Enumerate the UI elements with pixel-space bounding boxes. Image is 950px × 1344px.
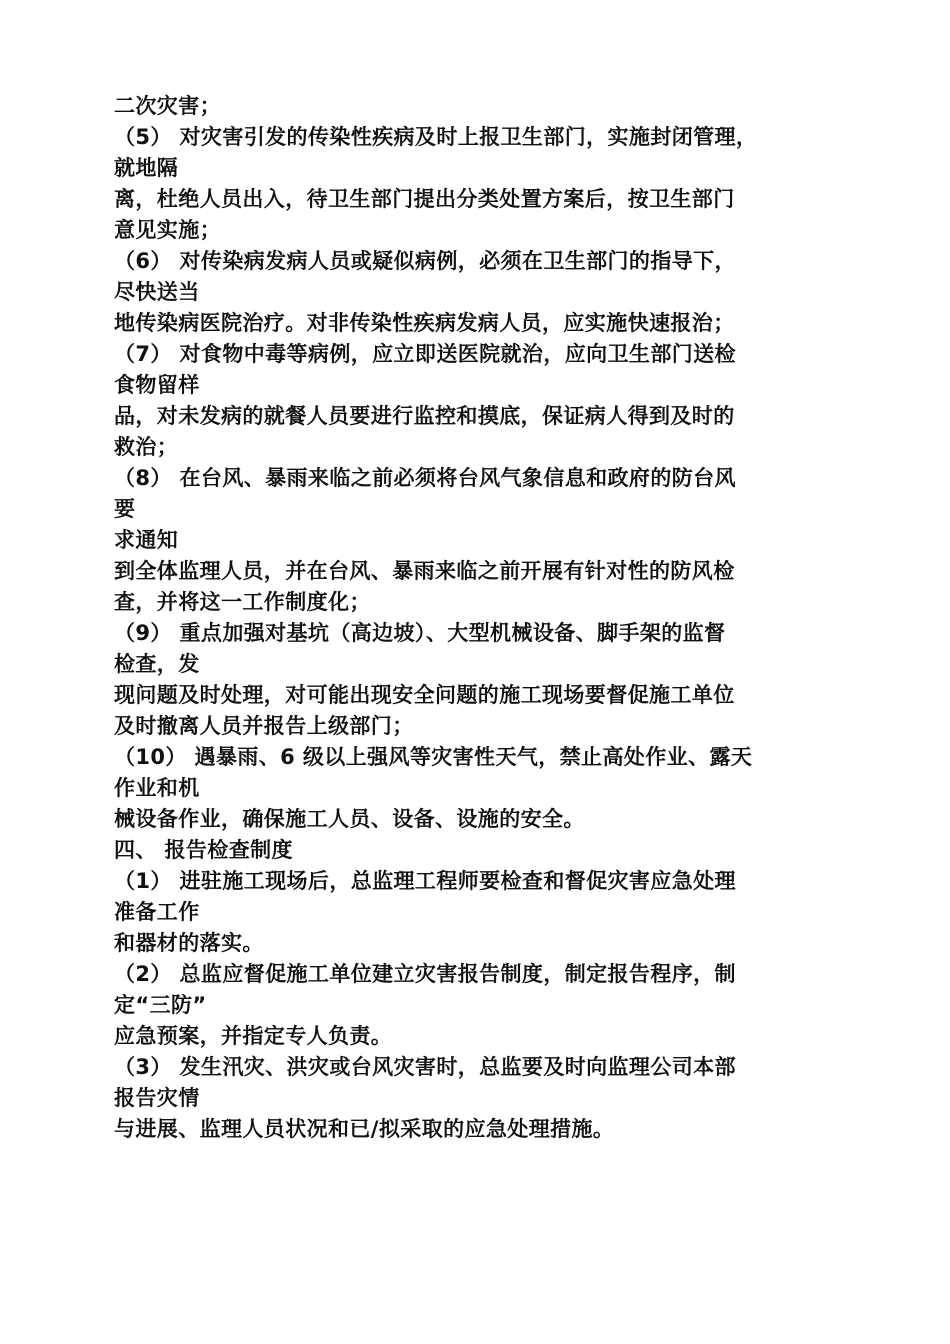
text-line: 械设备作业，确保施工人员、设备、设施的安全。 [114,807,585,831]
text-line: 离，杜绝人员出入，待卫生部门提出分类处置方案后，按卫生部门 [114,187,735,211]
text-line: （10） 遇暴雨、6 级以上强风等灾害性天气，禁止高处作业、露天 [114,745,753,769]
text-line: 就地隔 [114,156,179,180]
text-line: （8） 在台风、暴雨来临之前必须将台风气象信息和政府的防台风 [114,466,736,490]
text-line: （1） 进驻施工现场后，总监理工程师要检查和督促灾害应急处理 [114,869,736,893]
text-line: 及时撤离人员并报告上级部门； [114,714,414,738]
text-line: 地传染病医院治疗。对非传染性疾病发病人员，应实施快速报治； [114,311,735,335]
text-line: 和器材的落实。 [114,931,264,955]
text-line: （3） 发生汛灾、洪灾或台风灾害时，总监要及时向监理公司本部 [114,1055,736,1079]
text-line: 查，并将这一工作制度化； [114,590,371,614]
document-body [114,91,874,1145]
text-line: （9） 重点加强对基坑（高边坡）、大型机械设备、脚手架的监督 [114,621,726,645]
text-line: 报告灾情 [114,1086,200,1110]
text-line: 品，对未发病的就餐人员要进行监控和摸底，保证病人得到及时的 [114,404,735,428]
text-line: 检查，发 [114,652,200,676]
section-heading: 四、 报告检查制度 [114,838,293,862]
text-line: （2） 总监应督促施工单位建立灾害报告制度，制定报告程序，制 [114,962,736,986]
text-line: 意见实施； [114,218,221,242]
text-line: （6） 对传染病发病人员或疑似病例，必须在卫生部门的指导下， [114,249,736,273]
text-line: 现问题及时处理，对可能出现安全问题的施工现场要督促施工单位 [114,683,735,707]
text-line: （5） 对灾害引发的传染性疾病及时上报卫生部门，实施封闭管理， [114,125,758,149]
text-line: 与进展、监理人员状况和已/拟采取的应急处理措施。 [114,1117,615,1141]
text-line: 定“三防” [114,993,207,1017]
text-line: 求通知 [114,528,179,552]
text-line: 食物留样 [114,373,200,397]
text-line: 应急预案，并指定专人负责。 [114,1024,393,1048]
text-line: 救治； [114,435,179,459]
text-line: 二次灾害； [114,94,221,118]
text-line: 到全体监理人员，并在台风、暴雨来临之前开展有针对性的防风检 [114,559,735,583]
text-line: 尽快送当 [114,280,200,304]
text-line: 准备工作 [114,900,200,924]
text-line: 要 [114,497,136,521]
text-line: 作业和机 [114,776,200,800]
text-line: （7） 对食物中毒等病例，应立即送医院就治，应向卫生部门送检 [114,342,736,366]
